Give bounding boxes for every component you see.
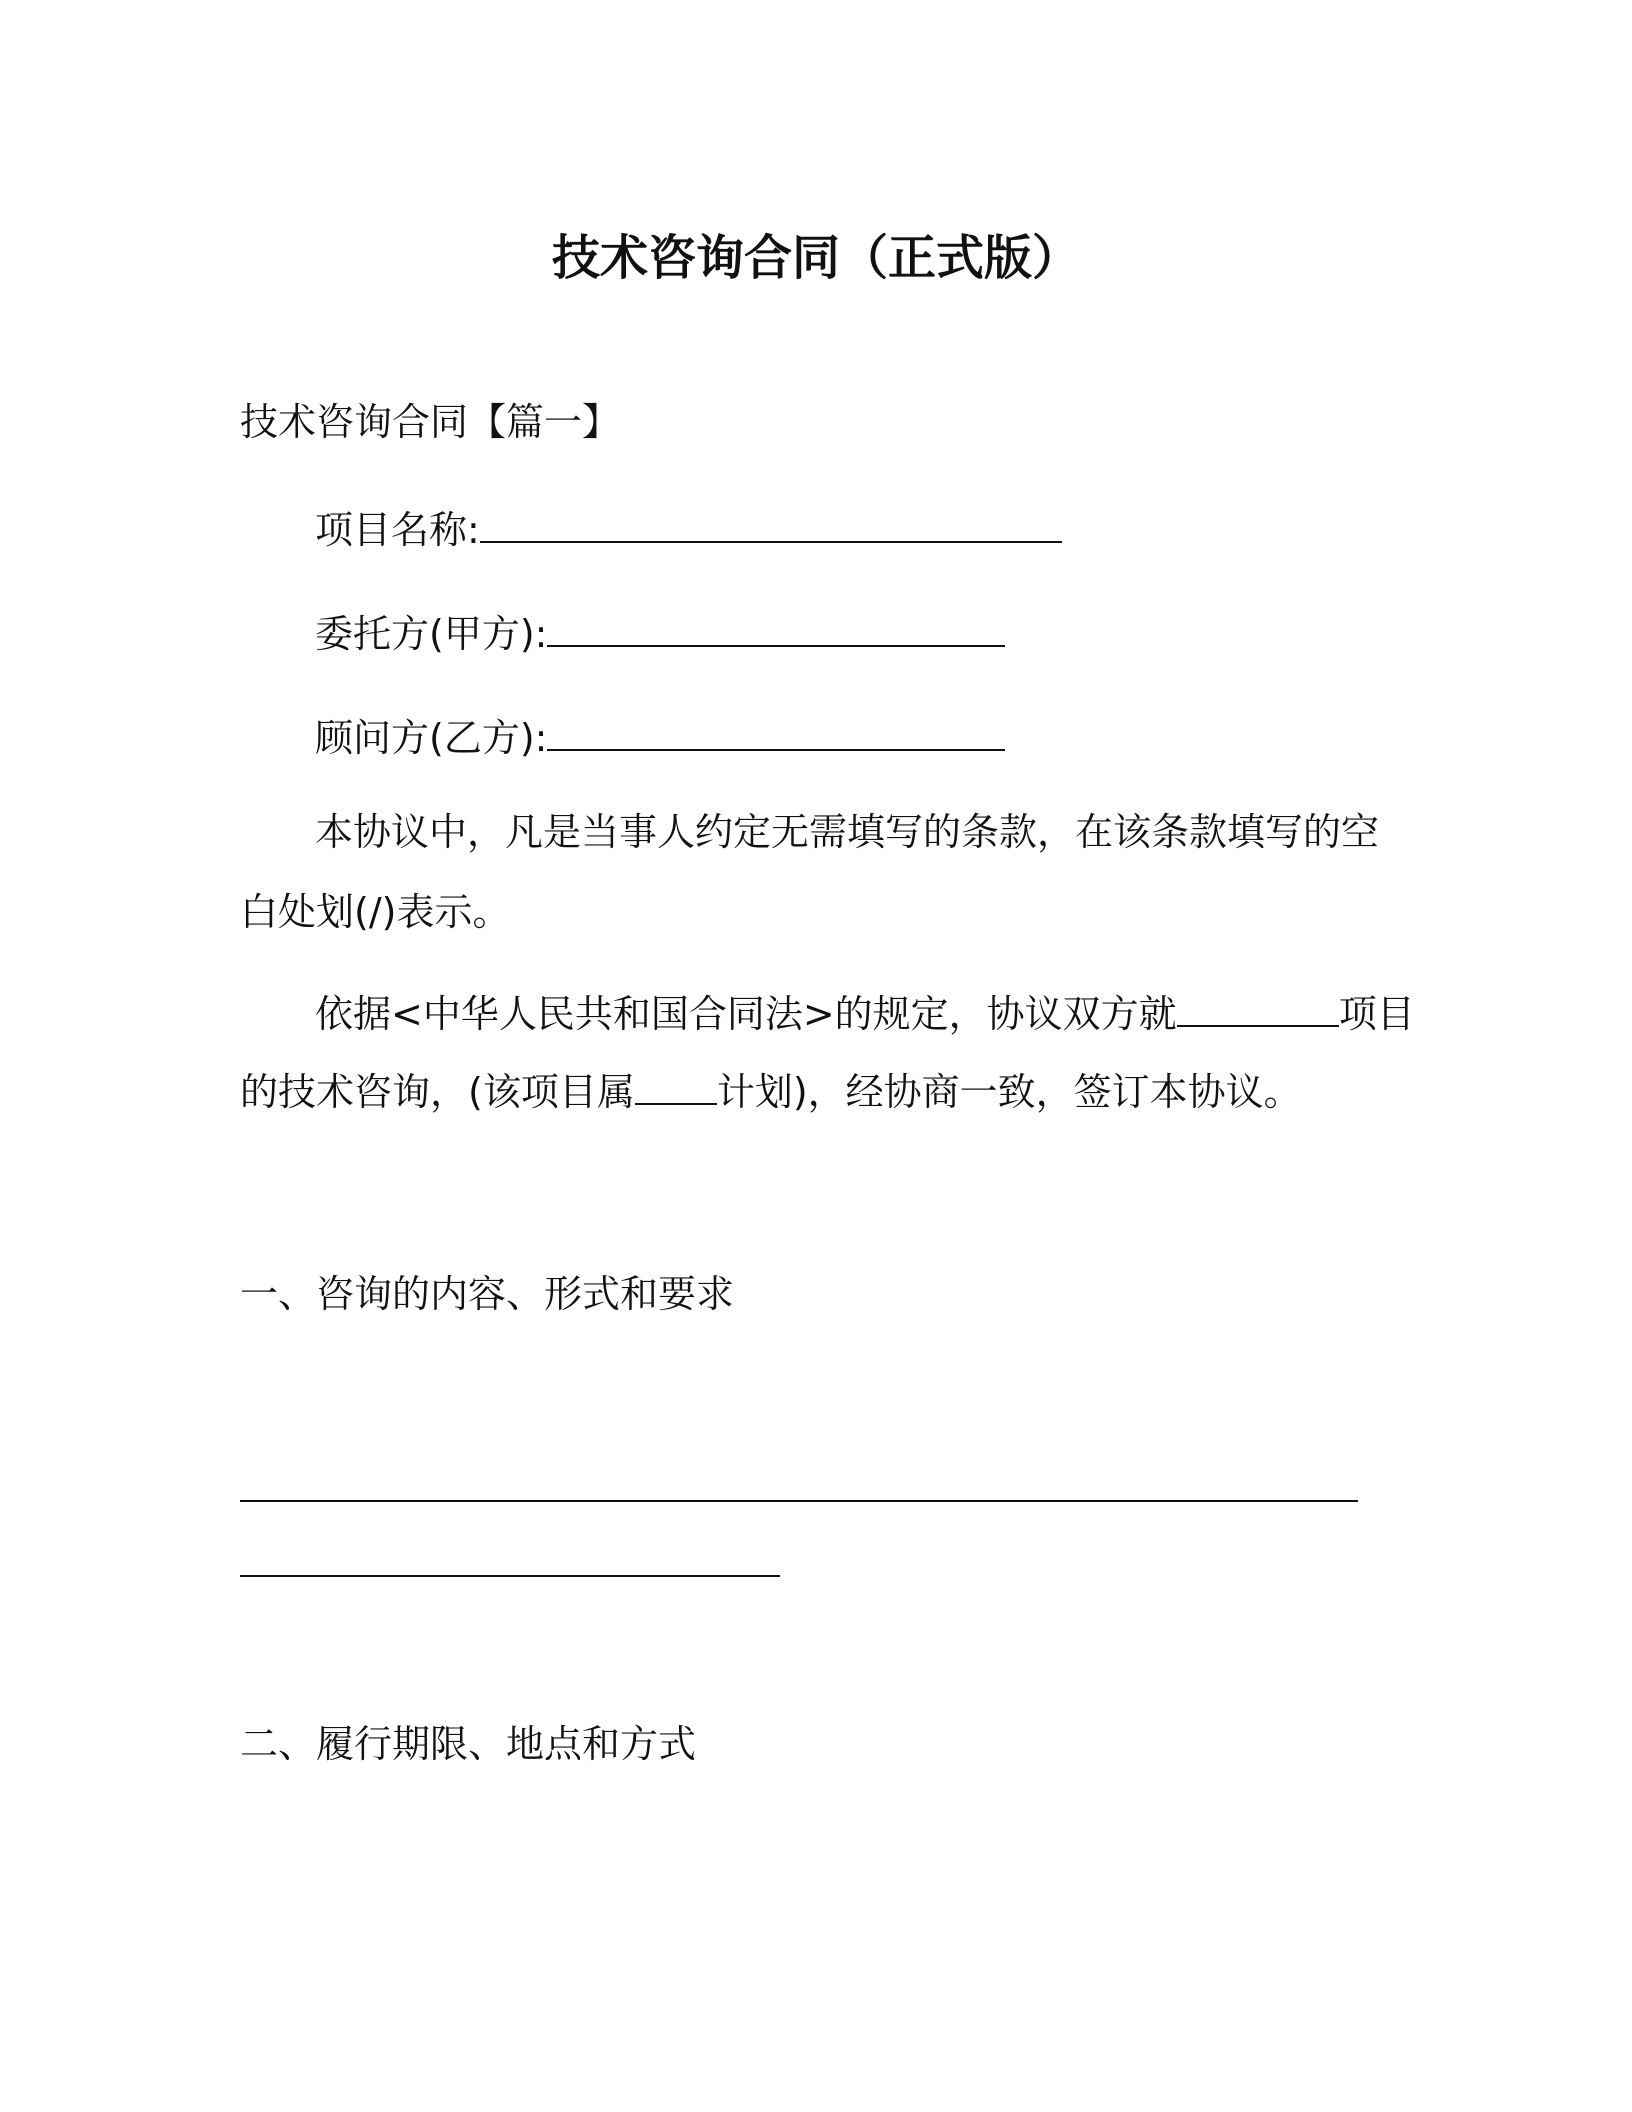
paragraph-2-text-d: 计划)，经协商一致，签订本协议。	[716, 1070, 1302, 1114]
project-blank[interactable]	[1177, 995, 1339, 1027]
content-blank-line-1[interactable]	[240, 1500, 1358, 1502]
document-title: 技术咨询合同（正式版）	[551, 230, 1080, 286]
content-blank-line-2[interactable]	[240, 1575, 780, 1577]
paragraph-2-line-1	[315, 990, 1415, 1038]
paragraph-2-text-b: 项目	[1338, 992, 1415, 1036]
project-name-blank[interactable]	[480, 511, 1062, 543]
project-name-row	[315, 506, 1062, 554]
client-label: 委托方(甲方):	[315, 612, 548, 656]
heading-consultation-content: 一、咨询的内容、形式和要求	[240, 1272, 735, 1316]
consultant-blank[interactable]	[547, 719, 1005, 751]
section-title: 技术咨询合同【篇一】	[240, 400, 621, 444]
plan-blank[interactable]	[635, 1073, 717, 1105]
client-blank[interactable]	[547, 615, 1005, 647]
paragraph-1-line-1: 本协议中，凡是当事人约定无需填写的条款，在该条款填写的空	[315, 810, 1380, 854]
project-name-label: 项目名称:	[315, 508, 480, 552]
heading-term-place-method: 二、履行期限、地点和方式	[240, 1722, 697, 1766]
consultant-label: 顾问方(乙方):	[315, 716, 548, 760]
paragraph-2-text-a: 依据<中华人民共和国合同法>的规定，协议双方就	[315, 992, 1177, 1036]
client-row	[315, 610, 1005, 658]
paragraph-2-text-c: 的技术咨询，(该项目属	[240, 1070, 635, 1114]
paragraph-1-line-2: 白处划(/)表示。	[240, 890, 511, 934]
consultant-row	[315, 714, 1005, 762]
paragraph-2-line-2	[240, 1068, 1302, 1116]
